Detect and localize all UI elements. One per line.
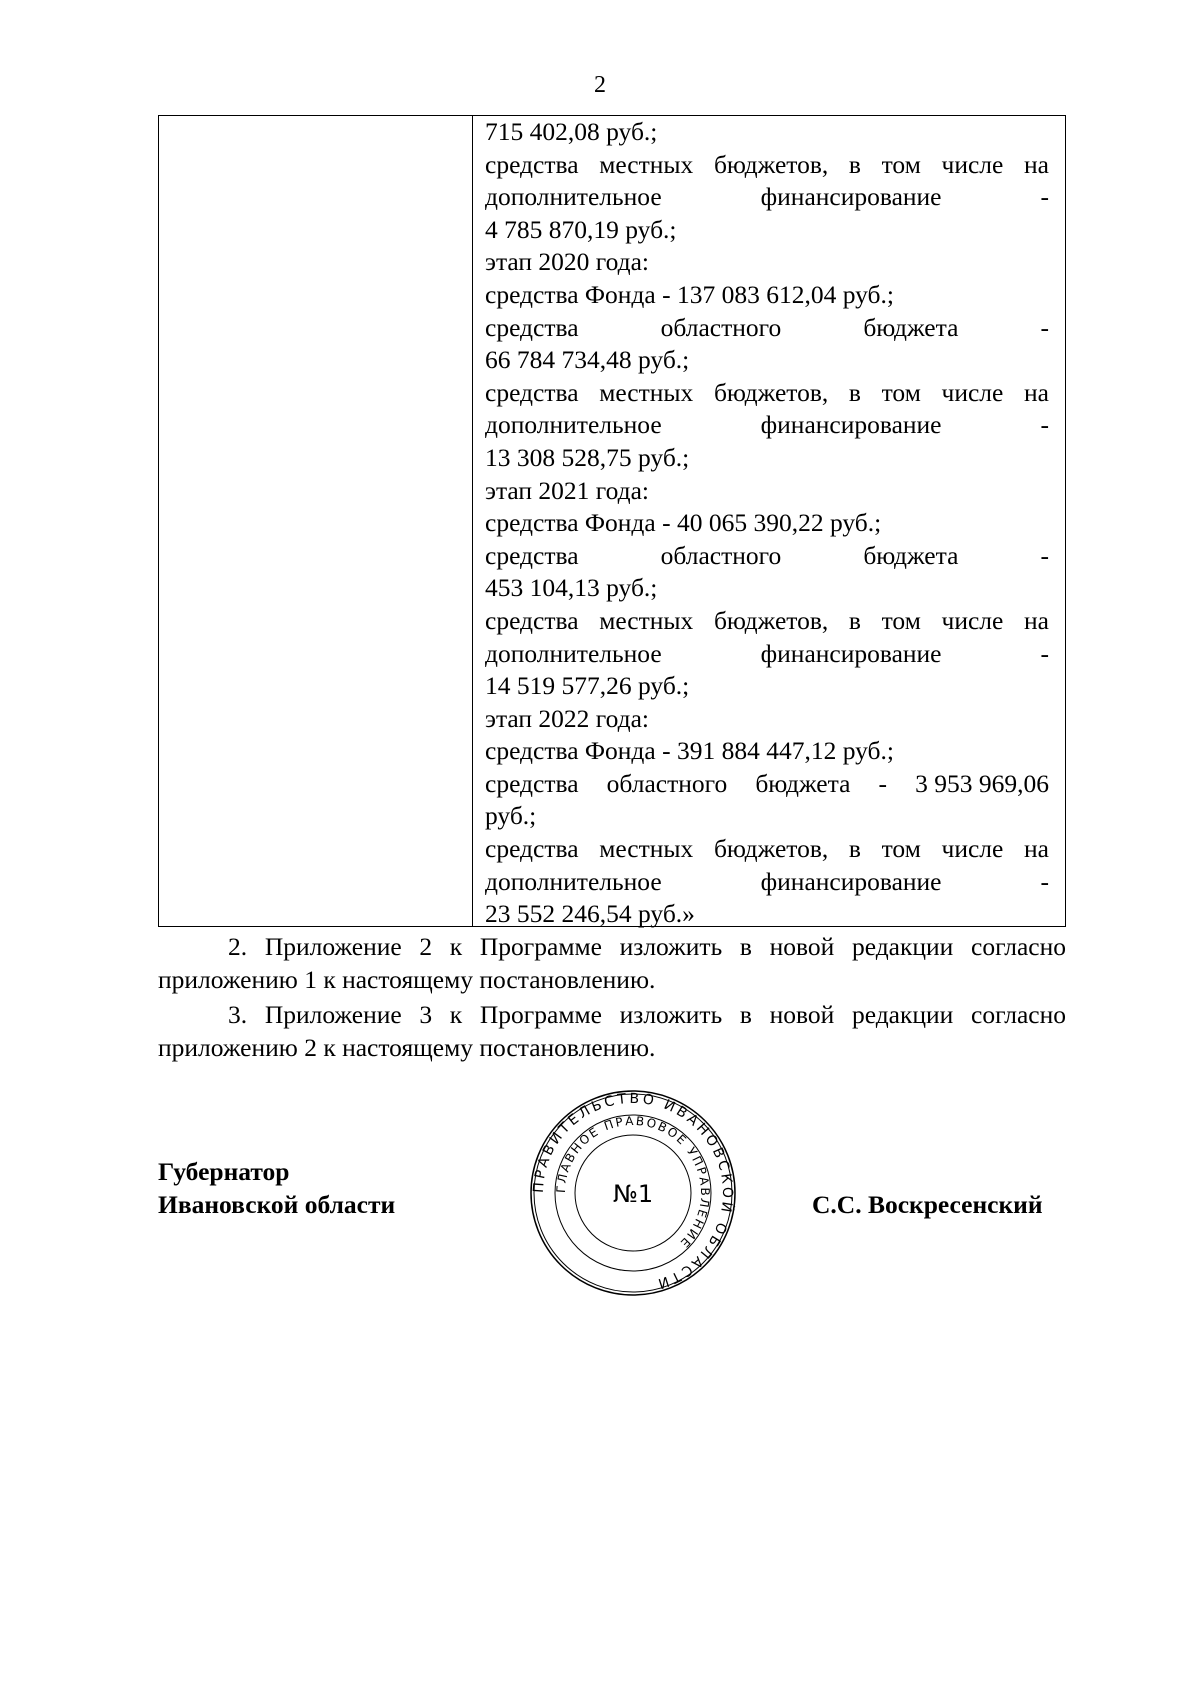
table-line-word: том (881, 377, 921, 407)
table-line-word: на (1024, 605, 1049, 635)
table-line-word: областного (660, 540, 782, 570)
paragraph-item-2: 2. Приложение 2 к Программе изложить в новой редакции согласно приложению 1 к настоящему постановлению. (158, 932, 1066, 994)
table-line-word: областного (606, 768, 728, 798)
table-line-word: в (848, 377, 861, 407)
table-line-word: финансирование (760, 410, 942, 440)
table-line-word: - (1040, 866, 1049, 896)
table-line-word: бюджета (755, 768, 851, 798)
table-line: этап 2020 года: (485, 247, 649, 277)
table-line-word: местных (599, 377, 694, 407)
table-line-word: в (848, 149, 861, 179)
signatory-position (158, 1155, 395, 1221)
table-line-word: финансирование (760, 866, 942, 896)
table-line-word: - (1040, 312, 1049, 342)
table-line-word: том (881, 149, 921, 179)
table-line (485, 638, 1049, 671)
table-column-divider (472, 116, 473, 926)
table-line-word: на (1024, 834, 1049, 864)
table-line-word: средства (485, 605, 579, 635)
table-line (485, 605, 1049, 638)
table-line: 66 784 734,48 руб.; (485, 345, 690, 375)
table-line-word: дополнительное (485, 638, 662, 668)
table-line (485, 833, 1049, 866)
table-line (485, 181, 1049, 214)
table-line: 4 785 870,19 руб.; (485, 214, 677, 244)
table-line: 14 519 577,26 руб.; (485, 671, 690, 701)
table-line: 13 308 528,75 руб.; (485, 442, 690, 472)
table-line-word: бюджетов, (713, 605, 829, 635)
table-line-word: - (1040, 540, 1049, 570)
table-line: этап 2022 года: (485, 703, 649, 733)
table-line-word: в (848, 834, 861, 864)
table-line (485, 312, 1049, 345)
table-line-word: средства (485, 768, 579, 798)
table-line: руб.; (485, 801, 537, 831)
table-line-word: - (1040, 638, 1049, 668)
table-line (485, 377, 1049, 410)
table-line-word: том (881, 605, 921, 635)
table-line-word: областного (660, 312, 782, 342)
table-line: средства Фонда - 137 083 612,04 руб.; (485, 279, 894, 309)
table-line-word: бюджета (863, 540, 959, 570)
table-line-word: бюджета (863, 312, 959, 342)
financing-table (158, 115, 1066, 927)
table-line-word: средства (485, 377, 579, 407)
table-line-word: бюджетов, (713, 834, 829, 864)
table-line-word: числе (941, 377, 1004, 407)
page-number: 2 (594, 72, 606, 98)
table-line (485, 540, 1049, 573)
table-line (485, 866, 1049, 899)
table-line: 23 552 246,54 руб.» (485, 899, 695, 929)
table-line: средства Фонда - 391 884 447,12 руб.; (485, 736, 894, 766)
table-line-word: в (848, 605, 861, 635)
table-line-word: на (1024, 377, 1049, 407)
table-right-cell (485, 116, 1049, 931)
table-line-word: средства (485, 312, 579, 342)
table-line-word: бюджетов, (713, 149, 829, 179)
table-line-word: числе (941, 834, 1004, 864)
table-line-word: дополнительное (485, 182, 662, 212)
table-line-word: числе (941, 149, 1004, 179)
signatory-name: С.С. Воскресенский (812, 1190, 1043, 1219)
table-line-word: - (1040, 410, 1049, 440)
official-seal (528, 1088, 738, 1298)
seal-inner-text: ГЛАВНОЕ ПРАВОВОЕ УПРАВЛЕНИЕ (553, 1113, 713, 1252)
table-line-word: финансирование (760, 182, 942, 212)
table-line-word: 3 953 969,06 (915, 768, 1049, 798)
table-line-word: средства (485, 540, 579, 570)
table-line: 453 104,13 руб.; (485, 573, 658, 603)
table-line: этап 2021 года: (485, 475, 649, 505)
table-line-word: дополнительное (485, 866, 662, 896)
table-line-word: финансирование (760, 638, 942, 668)
table-line (485, 768, 1049, 801)
table-line-word: - (1040, 182, 1049, 212)
table-line-word: - (878, 768, 887, 798)
table-line-word: местных (599, 834, 694, 864)
table-line: средства Фонда - 40 065 390,22 руб.; (485, 508, 882, 538)
seal-center-text: №1 (612, 1180, 654, 1208)
table-line-word: том (881, 834, 921, 864)
seal-outer-text: ПРАВИТЕЛЬСТВО ИВАНОВСКОЙ ОБЛАСТИ (530, 1090, 736, 1293)
paragraph-item-3: 3. Приложение 3 к Программе изложить в новой редакции согласно приложению 2 к настоящему постановлению. (158, 1000, 1066, 1062)
table-line-word: на (1024, 149, 1049, 179)
body-paragraphs (158, 930, 1066, 1066)
signatory-position-line2: Ивановской области (158, 1190, 396, 1219)
table-line-word: местных (599, 149, 694, 179)
table-line-word: числе (941, 605, 1004, 635)
table-line: 715 402,08 руб.; (485, 117, 658, 146)
table-line-word: средства (485, 834, 579, 864)
table-line-word: бюджетов, (713, 377, 829, 407)
table-line-word: средства (485, 149, 579, 179)
table-line (485, 409, 1049, 442)
table-line-word: дополнительное (485, 410, 662, 440)
table-line (485, 149, 1049, 182)
signatory-position-line1: Губернатор (158, 1157, 290, 1186)
table-line-word: местных (599, 605, 694, 635)
